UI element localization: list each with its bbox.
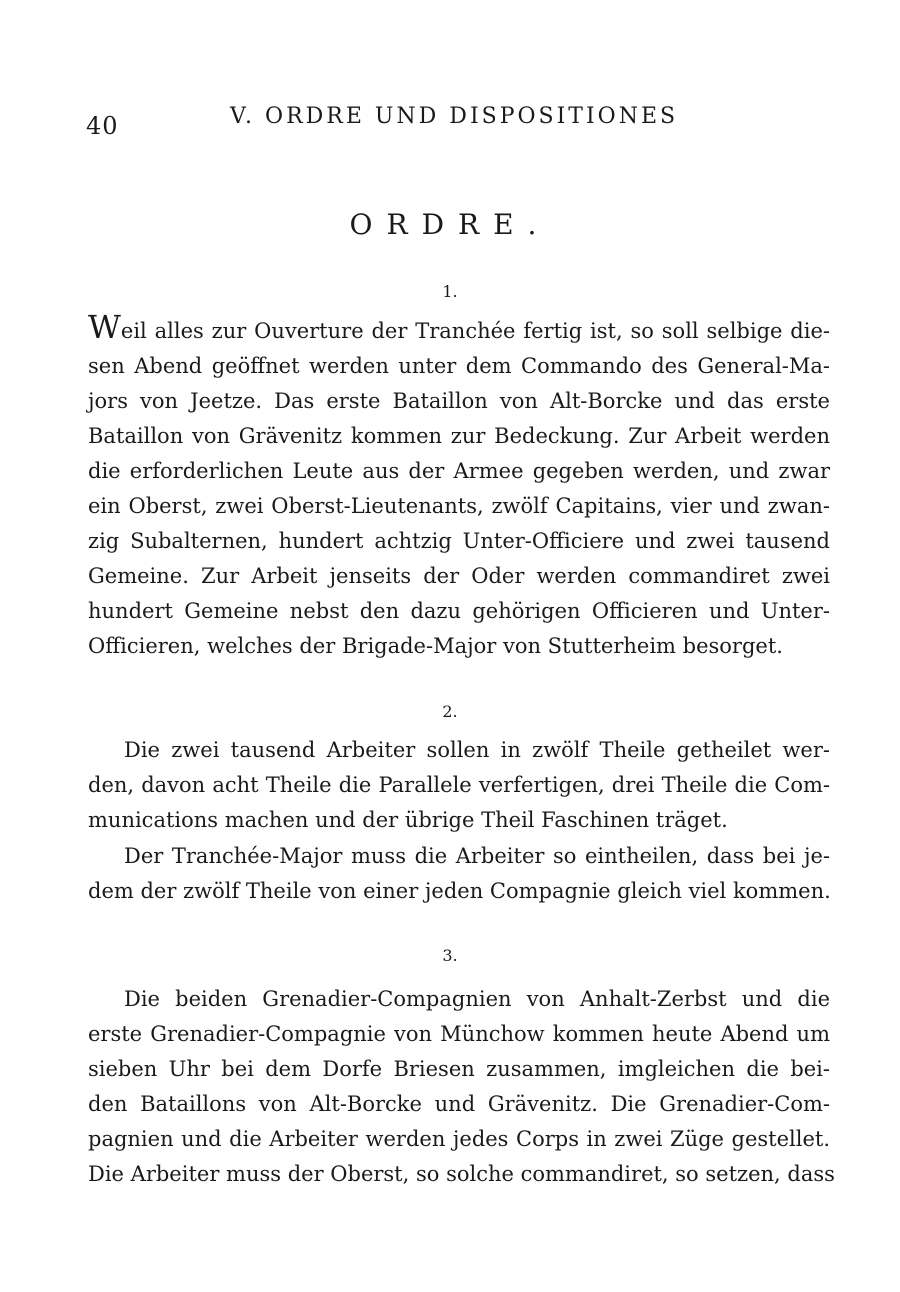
section-2-paragraph-1 [88,733,830,838]
text-line: erste Grenadier-Compagnie von Münchow kommen heute Abend um [88,1022,830,1046]
text-line: Der Tranchée-Major muss die Arbeiter so eintheilen, dass bei je- [124,844,830,868]
text-line: Officieren, welches der Brigade-Major von Stutterheim besorget. [88,634,783,658]
text-line: Die zwei tausend Arbeiter sollen in zwölf Theile getheilet wer- [124,738,830,762]
section-1-paragraph-1 [88,308,830,664]
text-line: sen Abend geöffnet werden unter dem Commando des General-Ma- [88,354,830,378]
text-line: Gemeine. Zur Arbeit jenseits der Oder werden commandiret zwei [88,564,830,588]
text-line: die erforderlichen Leute aus der Armee gegeben werden, und zwar [88,459,830,483]
text-line: den Bataillons von Alt-Borcke und Grävenitz. Die Grenadier-Com- [88,1092,830,1116]
text-line: sieben Uhr bei dem Dorfe Briesen zusammen, imgleichen die bei- [88,1057,830,1081]
text-line: Die Arbeiter muss der Oberst, so solche commandiret, so setzen, dass [88,1162,835,1186]
running-title: V. ORDRE UND DISPOSITIONES [230,104,679,129]
text-line: Weil alles zur Ouverture der Tranchée fertig ist, so soll selbige die- [88,308,830,346]
section-2-paragraph-2 [88,839,830,909]
page-header [86,104,816,144]
text-line: ein Oberst, zwei Oberst-Lieutenants, zwölf Capitains, vier und zwan- [88,494,830,518]
text-line: zig Subalternen, hundert achtzig Unter-Officiere und zwei tausend [88,529,830,553]
drop-capital: W [88,308,121,346]
text-line: den, davon acht Theile die Parallele verfertigen, drei Theile die Com- [88,773,830,797]
section-number-2: 2. [442,702,458,721]
text-line: pagnien und die Arbeiter werden jedes Corps in zwei Züge gestellet. [88,1127,830,1151]
section-number-1: 1. [442,282,458,301]
text-line: munications machen und der übrige Theil Faschinen träget. [88,808,728,832]
document-title: ORDRE. [349,208,551,241]
section-number-3: 3. [442,946,458,965]
text-line: Die beiden Grenadier-Compagnien von Anhalt-Zerbst und die [124,987,830,1011]
text-line: jors von Jeetze. Das erste Bataillon von Alt-Borcke und das erste [88,389,830,413]
text-line: dem der zwölf Theile von einer jeden Compagnie gleich viel kommen. [88,879,831,903]
section-3-paragraph-1 [88,982,835,1192]
text-line: hundert Gemeine nebst den dazu gehörigen Officieren und Unter- [88,599,830,623]
text-line: Bataillon von Grävenitz kommen zur Bedeckung. Zur Arbeit werden [88,424,830,448]
page-number: 40 [86,112,119,140]
